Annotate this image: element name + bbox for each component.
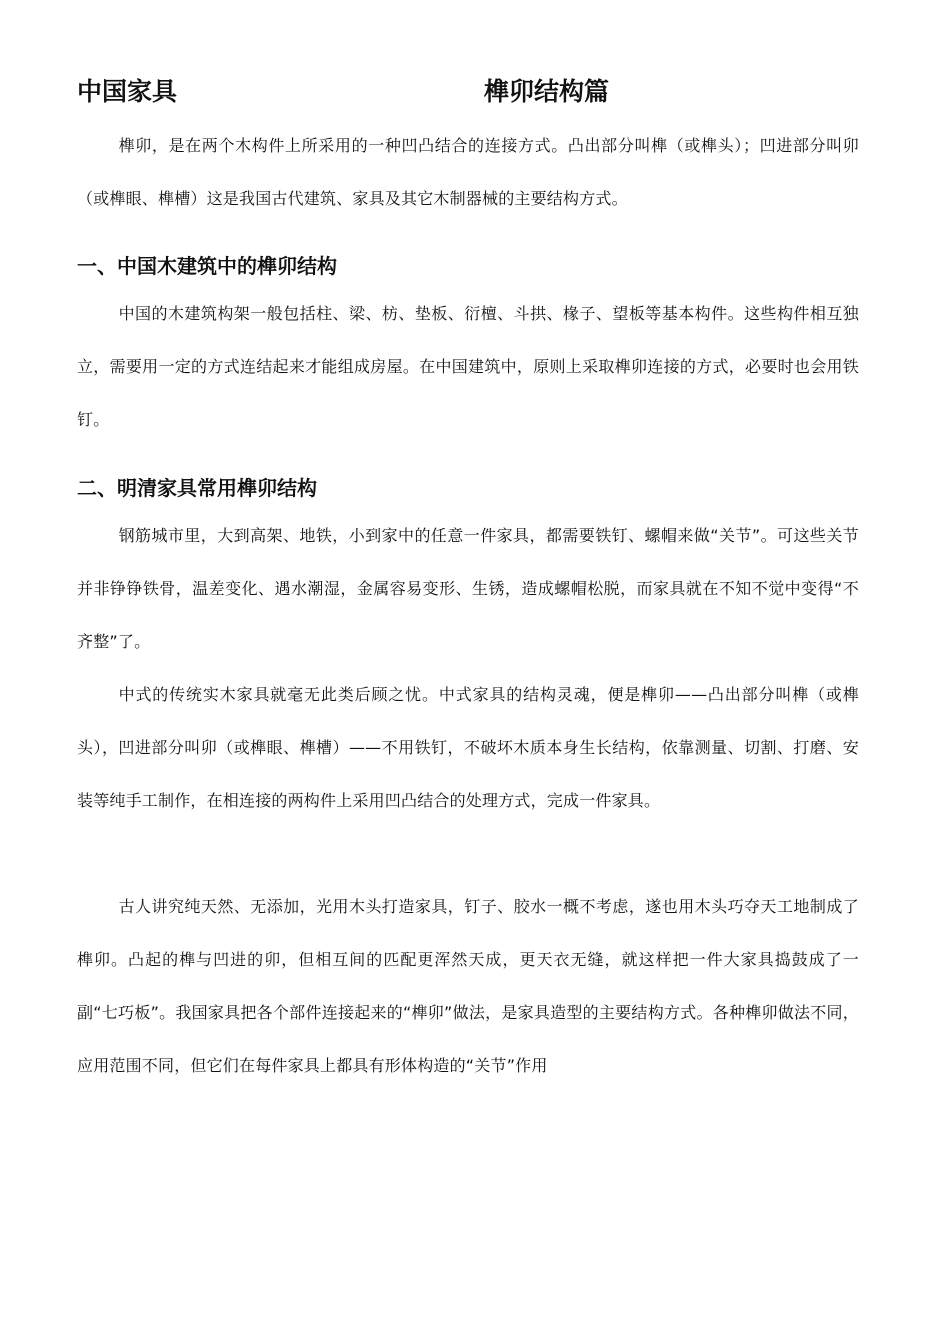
document-title-sub: 榫卯结构篇 <box>484 77 610 106</box>
section-2-heading: 二、明清家具常用榫卯结构 <box>77 476 317 500</box>
section-1-paragraph: 中国的木建筑构架一般包括柱、梁、枋、垫板、衍檀、斗拱、椽子、望板等基本构件。这些构件相互独立，需要用一定的方式连结起来才能组成房屋。在中国建筑中，原则上采取榫卯连接的方式，必要时也会用铁钉。 <box>77 304 859 429</box>
section-2-paragraph-3: 古人讲究纯天然、无添加，光用木头打造家具，钉子、胶水一概不考虑，遂也用木头巧夺天工地制成了榫卯。凸起的榫与凹进的卯，但相互间的匹配更浑然天成，更天衣无缝，就这样把一件大家具捣鼓成了一副“七巧板”。我国家具把各个部件连接起来的“榫卯”做法，是家具造型的主要结构方式。各种榫卯做法不同，应用范围不同，但它们在每件家具上都具有形体构造的“关节”作用 <box>77 897 859 1075</box>
section-2-paragraph-2: 中式的传统实木家具就毫无此类后顾之忧。中式家具的结构灵魂，便是榫卯——凸出部分叫榫（或榫头），凹进部分叫卯（或榫眼、榫槽）——不用铁钉，不破坏木质本身生长结构，依靠测量、切割、打磨、安装等纯手工制作，在相连接的两构件上采用凹凸结合的处理方式，完成一件家具。 <box>77 685 859 810</box>
intro-paragraph: 榫卯，是在两个木构件上所采用的一种凹凸结合的连接方式。凸出部分叫榫（或榫头）；凹进部分叫卯（或榫眼、榫槽）这是我国古代建筑、家具及其它木制器械的主要结构方式。 <box>77 136 859 208</box>
document-title-main: 中国家具 <box>77 77 178 106</box>
section-2-paragraph-1: 钢筋城市里，大到高架、地铁，小到家中的任意一件家具，都需要铁钉、螺帽来做“关节”。可这些关节并非铮铮铁骨，温差变化、遇水潮湿，金属容易变形、生锈，造成螺帽松脱，而家具就在不知不觉中变得“不齐整”了。 <box>77 526 859 651</box>
section-1-heading: 一、中国木建筑中的榫卯结构 <box>77 254 337 278</box>
